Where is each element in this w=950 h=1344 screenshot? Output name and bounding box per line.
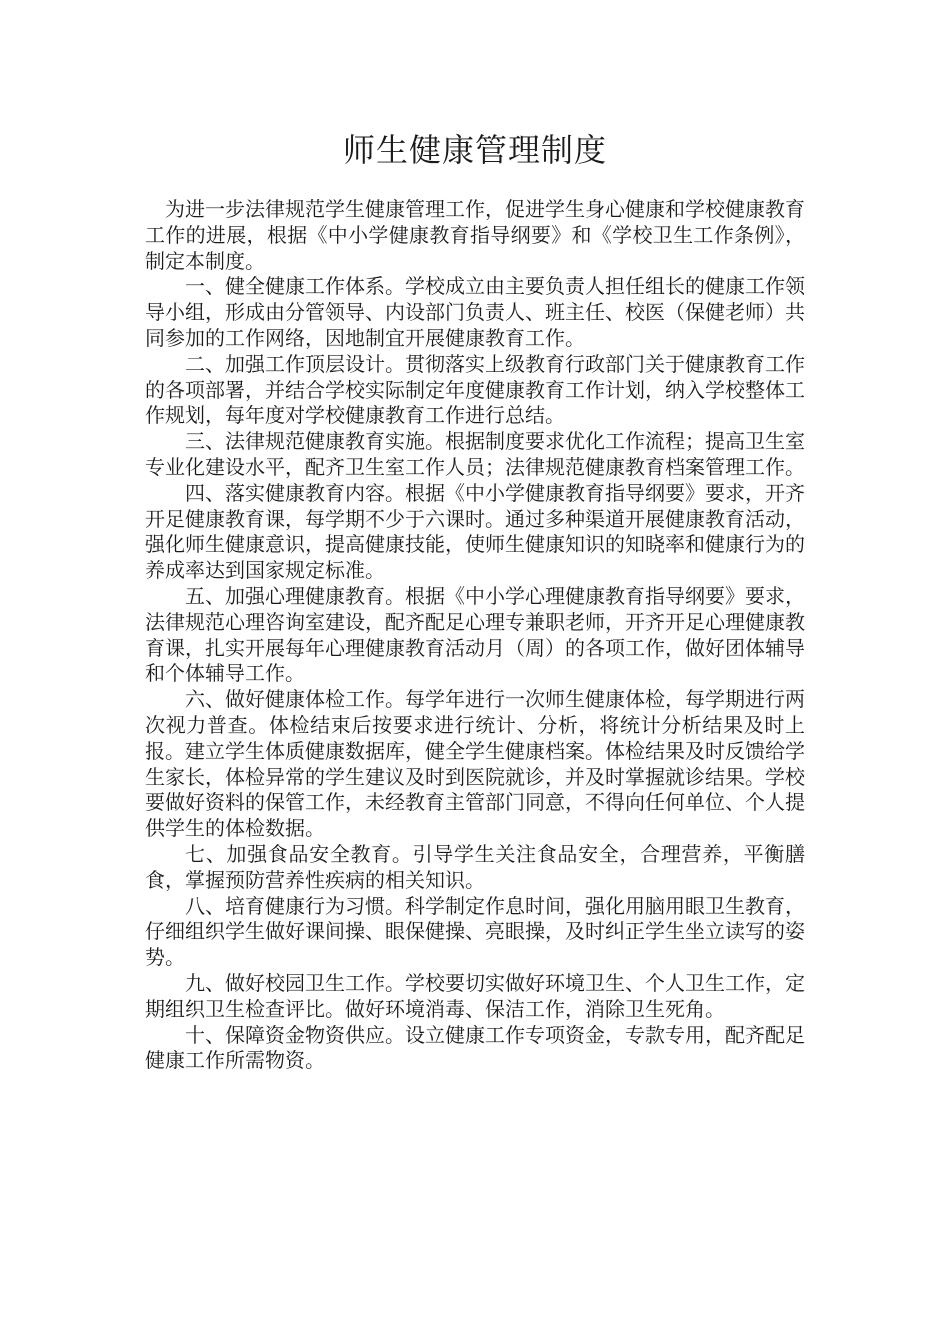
page-title: 师生健康管理制度 bbox=[342, 131, 607, 169]
document-body bbox=[145, 197, 805, 1074]
section-4-paragraph: 四、落实健康教育内容。根据《中小学健康教育指导纲要》要求，开齐开足健康教育课，每学期不少于六课时。通过多种渠道开展健康教育活动，强化师生健康意识，提高健康技能，使师生健康知识的知晓率和健康行为的养成率达到国家规定标准。 bbox=[145, 480, 805, 583]
section-2-paragraph: 二、加强工作顶层设计。贯彻落实上级教育行政部门关于健康教育工作的各项部署，并结合学校实际制定年度健康教育工作计划，纳入学校整体工作规划，每年度对学校健康教育工作进行总结。 bbox=[145, 351, 805, 428]
intro-paragraph: 为进一步法律规范学生健康管理工作，促进学生身心健康和学校健康教育工作的进展，根据《中小学健康教育指导纲要》和《学校卫生工作条例》，制定本制度。 bbox=[145, 197, 805, 273]
section-9-paragraph: 九、做好校园卫生工作。学校要切实做好环境卫生、个人卫生工作，定期组织卫生检查评比。做好环境消毒、保洁工作，消除卫生死角。 bbox=[145, 970, 805, 1021]
section-8-paragraph: 八、培育健康行为习惯。科学制定作息时间，强化用脑用眼卫生教育，仔细组织学生做好课间操、眼保健操、亮眼操，及时纠正学生坐立读写的姿势。 bbox=[145, 893, 805, 970]
section-5-paragraph: 五、加强心理健康教育。根据《中小学心理健康教育指导纲要》要求，法律规范心理咨询室建设，配齐配足心理专兼职老师，开齐开足心理健康教育课，扎实开展每年心理健康教育活动月（周）的各项工作，做好团体辅导和个体辅导工作。 bbox=[145, 583, 805, 686]
section-6-paragraph: 六、做好健康体检工作。每学年进行一次师生健康体检，每学期进行两次视力普查。体检结束后按要求进行统计、分析，将统计分析结果及时上报。建立学生体质健康数据库，健全学生健康档案。体检结果及时反馈给学生家长，体检异常的学生建议及时到医院就诊，并及时掌握就诊结果。学校要做好资料的保管工作，未经教育主管部门同意，不得向任何单位、个人提供学生的体检数据。 bbox=[145, 687, 805, 841]
section-7-paragraph: 七、加强食品安全教育。引导学生关注食品安全，合理营养，平衡膳食，掌握预防营养性疾病的相关知识。 bbox=[145, 841, 805, 892]
section-3-paragraph: 三、法律规范健康教育实施。根据制度要求优化工作流程；提高卫生室专业化建设水平，配齐卫生室工作人员；法律规范健康教育档案管理工作。 bbox=[145, 429, 805, 479]
section-10-paragraph: 十、保障资金物资供应。设立健康工作专项资金，专款专用，配齐配足健康工作所需物资。 bbox=[145, 1022, 805, 1073]
section-1-paragraph: 一、健全健康工作体系。学校成立由主要负责人担任组长的健康工作领导小组，形成由分管领导、内设部门负责人、班主任、校医（保健老师）共同参加的工作网络，因地制宜开展健康教育工作。 bbox=[145, 274, 805, 350]
